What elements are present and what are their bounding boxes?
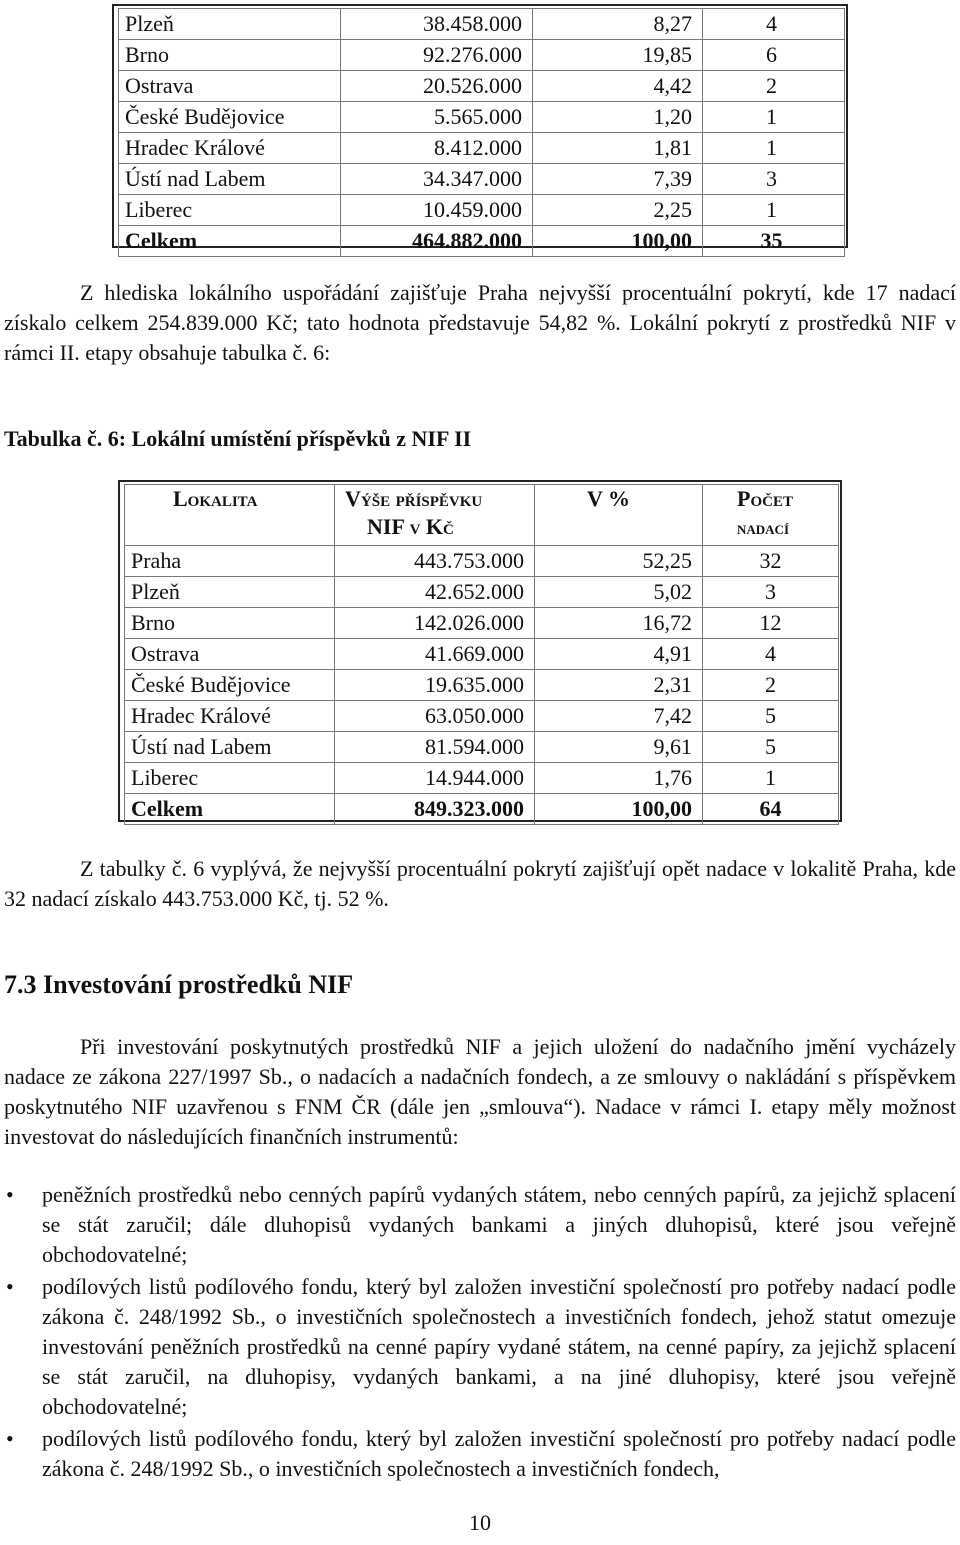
cell-percent: 4,91 [535, 639, 703, 670]
cell-count: 2 [703, 670, 839, 701]
cell-amount: 63.050.000 [335, 701, 535, 732]
cell-location: České Budějovice [125, 670, 335, 701]
cell-amount: 10.459.000 [341, 195, 533, 226]
list-item [4, 1424, 956, 1484]
cell-count: 32 [703, 546, 839, 577]
cell-location: Plzeň [125, 577, 335, 608]
table-row [125, 732, 839, 763]
cell-percent: 2,25 [533, 195, 703, 226]
cell-amount: 34.347.000 [341, 164, 533, 195]
cell-amount: 142.026.000 [335, 608, 535, 639]
cell-count: 6 [703, 40, 845, 71]
table-row [125, 763, 839, 794]
cell-location: Celkem [119, 226, 341, 257]
table-row [125, 577, 839, 608]
cell-amount: 42.652.000 [335, 577, 535, 608]
table-row [119, 133, 845, 164]
cell-count: 3 [703, 577, 839, 608]
cell-count: 64 [703, 794, 839, 825]
table-row [125, 546, 839, 577]
cell-amount: 81.594.000 [335, 732, 535, 763]
investment-instruments-list [4, 1180, 956, 1486]
cell-count: 3 [703, 164, 845, 195]
table-row [119, 71, 845, 102]
bullet-icon: • [6, 1182, 14, 1207]
cell-amount: 464.882.000 [341, 226, 533, 257]
cell-percent: 5,02 [535, 577, 703, 608]
table-total-row [125, 794, 839, 825]
cell-count: 5 [703, 701, 839, 732]
cell-location: Ostrava [125, 639, 335, 670]
table-6-caption: Tabulka č. 6: Lokální umístění příspěvků z NIF II [4, 426, 472, 451]
cell-count: 4 [703, 9, 845, 40]
cell-percent: 7,39 [533, 164, 703, 195]
cell-percent: 16,72 [535, 608, 703, 639]
cell-amount: 41.669.000 [335, 639, 535, 670]
cell-percent: 52,25 [535, 546, 703, 577]
cell-location: Hradec Králové [119, 133, 341, 164]
cell-amount: 14.944.000 [335, 763, 535, 794]
cell-location: Celkem [125, 794, 335, 825]
table-total-row [119, 226, 845, 257]
list-item-text: podílových listů podílového fondu, který byl založen investiční společností pro potřeby nadací podle zákona č. 248/1992 Sb., o investičních společnostech a investičních fondech, jehož statut omezuje investování peněžních prostředků na cenné papíry vydané státem, na cenné papíry, za jejichž splacení se stát zaručil, na dluhopisy, vydaných bankami, a na jiné dluhopisy, které jsou veřejně obchodovatelné; [42, 1274, 956, 1419]
cell-percent: 7,42 [535, 701, 703, 732]
table-row [125, 639, 839, 670]
cell-amount: 20.526.000 [341, 71, 533, 102]
cell-count: 12 [703, 608, 839, 639]
cell-percent: 19,85 [533, 40, 703, 71]
table-row [119, 195, 845, 226]
cell-location: Liberec [125, 763, 335, 794]
table-6 [118, 480, 842, 822]
header-vyse-prispevku: Výše příspěvku NIF v Kč [335, 485, 535, 546]
cell-count: 35 [703, 226, 845, 257]
cell-percent: 1,76 [535, 763, 703, 794]
cell-amount: 19.635.000 [335, 670, 535, 701]
table-6-header-row [125, 485, 839, 546]
cell-count: 2 [703, 71, 845, 102]
cell-percent: 2,31 [535, 670, 703, 701]
table-row [119, 164, 845, 195]
header-lokalita: Lokalita [125, 485, 335, 546]
cell-amount: 849.323.000 [335, 794, 535, 825]
paragraph-table-6-summary: Z tabulky č. 6 vyplývá, že nejvyšší procentuální pokrytí zajišťují opět nadace v lokalitě Praha, kde 32 nadací získalo 443.753.000 Kč, tj. 52 %. [4, 856, 956, 911]
page-number: 10 [469, 1510, 491, 1535]
paragraph-investment-rules: Při investování poskytnutých prostředků NIF a jejich uložení do nadačního jmění vycházely nadace ze zákona 227/1997 Sb., o nadacích a nadačních fondech, a ze smlouvy o nakládání s příspěvkem poskytnutého NIF uzavřenou s FNM ČR (dále jen „smlouva“). Nadace v rámci I. etapy měly možnost investovat do následujících finančních instrumentů: [4, 1034, 956, 1149]
cell-percent: 1,81 [533, 133, 703, 164]
table-1-continued [112, 4, 848, 253]
cell-count: 1 [703, 133, 845, 164]
cell-amount: 8.412.000 [341, 133, 533, 164]
cell-count: 1 [703, 102, 845, 133]
table-6-grid [124, 484, 839, 825]
bullet-icon: • [6, 1426, 14, 1451]
table-row [119, 102, 845, 133]
cell-amount: 443.753.000 [335, 546, 535, 577]
table-row [125, 608, 839, 639]
list-item [4, 1180, 956, 1270]
cell-count: 5 [703, 732, 839, 763]
cell-location: České Budějovice [119, 102, 341, 133]
cell-location: Liberec [119, 195, 341, 226]
table-row [125, 670, 839, 701]
cell-percent: 9,61 [535, 732, 703, 763]
cell-percent: 8,27 [533, 9, 703, 40]
table-row [125, 701, 839, 732]
cell-location: Ostrava [119, 71, 341, 102]
cell-amount: 92.276.000 [341, 40, 533, 71]
list-item-text: peněžních prostředků nebo cenných papírů vydaných státem, nebo cenných papírů, za jejichž splacení se stát zaručil; dále dluhopisů vydaných bankami a jiných dluhopisů, které jsou veřejně obchodovatelné; [42, 1182, 956, 1267]
paragraph-prague-coverage: Z hlediska lokálního uspořádání zajišťuje Praha nejvyšší procentuální pokrytí, kde 17 nadací získalo celkem 254.839.000 Kč; tato hodnota představuje 54,82 %. Lokální pokrytí z prostředků NIF v rámci II. etapy obsahuje tabulka č. 6: [4, 280, 956, 365]
bullet-icon: • [6, 1274, 14, 1299]
cell-location: Hradec Králové [125, 701, 335, 732]
cell-count: 1 [703, 195, 845, 226]
cell-count: 1 [703, 763, 839, 794]
section-heading-7-3: 7.3 Investování prostředků NIF [4, 970, 354, 999]
cell-percent: 1,20 [533, 102, 703, 133]
cell-percent: 100,00 [533, 226, 703, 257]
cell-location: Brno [119, 40, 341, 71]
header-v-procentech: V % [535, 485, 703, 546]
cell-location: Ústí nad Labem [125, 732, 335, 763]
cell-location: Ústí nad Labem [119, 164, 341, 195]
cell-location: Plzeň [119, 9, 341, 40]
list-item-text: podílových listů podílového fondu, který byl založen investiční společností pro potřeby nadací podle zákona č. 248/1992 Sb., o investičních společnostech a investičních fondech, [42, 1426, 956, 1481]
table-row [119, 9, 845, 40]
cell-count: 4 [703, 639, 839, 670]
cell-location: Praha [125, 546, 335, 577]
table-1 [118, 8, 845, 257]
cell-percent: 4,42 [533, 71, 703, 102]
cell-percent: 100,00 [535, 794, 703, 825]
cell-amount: 38.458.000 [341, 9, 533, 40]
list-item [4, 1272, 956, 1422]
cell-amount: 5.565.000 [341, 102, 533, 133]
table-row [119, 40, 845, 71]
header-pocet-nadaci: Počet nadací [703, 485, 839, 546]
cell-location: Brno [125, 608, 335, 639]
